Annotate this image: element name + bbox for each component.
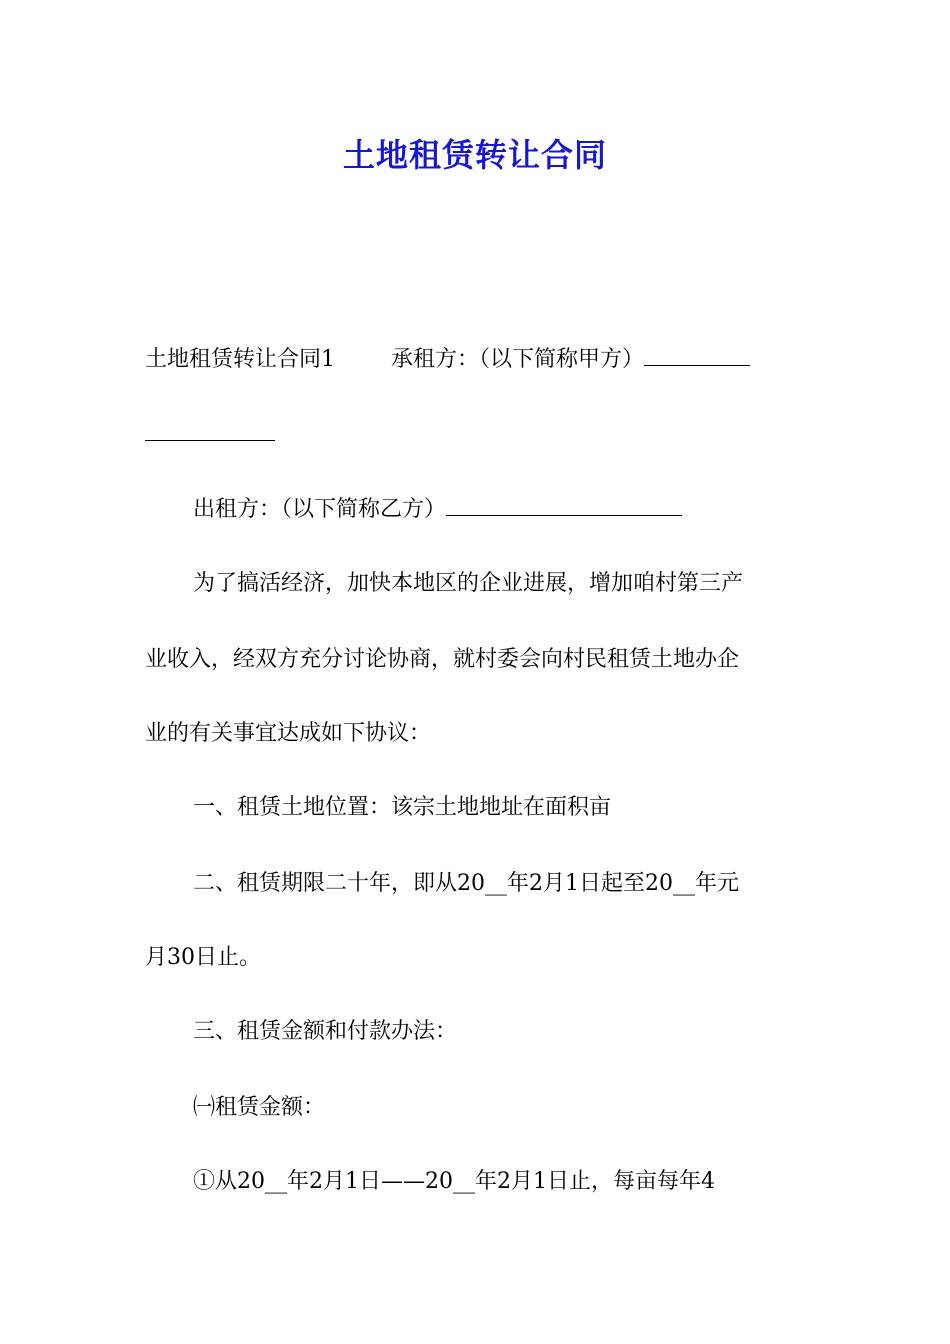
lessor-blank bbox=[446, 495, 682, 516]
lessor-label: 出租方：（以下简称乙方） bbox=[193, 497, 447, 522]
clause-line: 月30日止。 bbox=[145, 945, 261, 970]
paragraph-line: 为了搞活经济，加快本地区的企业进展，增加咱村第三产 bbox=[193, 571, 744, 596]
contract-subtitle: 土地租赁转让合同1 bbox=[145, 347, 335, 372]
clause-line: 三、租赁金额和付款办法： bbox=[193, 1019, 458, 1044]
contract-heading-line bbox=[145, 345, 750, 375]
clause-line: ㈠租赁金额： bbox=[193, 1095, 326, 1120]
lessee-blank-continued bbox=[145, 420, 275, 450]
clause-line: ①从20__年2月1日——20__年2月1日止，每亩每年4 bbox=[193, 1169, 715, 1194]
document-title: 土地租赁转让合同 bbox=[342, 136, 607, 174]
clause-line: 二、租赁期限二十年，即从20__年2月1日起至20__年元 bbox=[193, 871, 739, 896]
lessee-blank bbox=[644, 345, 750, 366]
paragraph-line: 业的有关事宜达成如下协议： bbox=[145, 721, 432, 746]
lessee-label: 承租方：（以下简称甲方） bbox=[391, 347, 645, 372]
paragraph-line: 业收入，经双方充分讨论协商，就村委会向村民租赁土地办企 bbox=[145, 647, 740, 672]
lessee-blank-2 bbox=[145, 420, 275, 441]
lessor-line bbox=[193, 495, 682, 525]
clause-line: 一、租赁土地位置：该宗土地地址在面积亩 bbox=[193, 795, 612, 820]
